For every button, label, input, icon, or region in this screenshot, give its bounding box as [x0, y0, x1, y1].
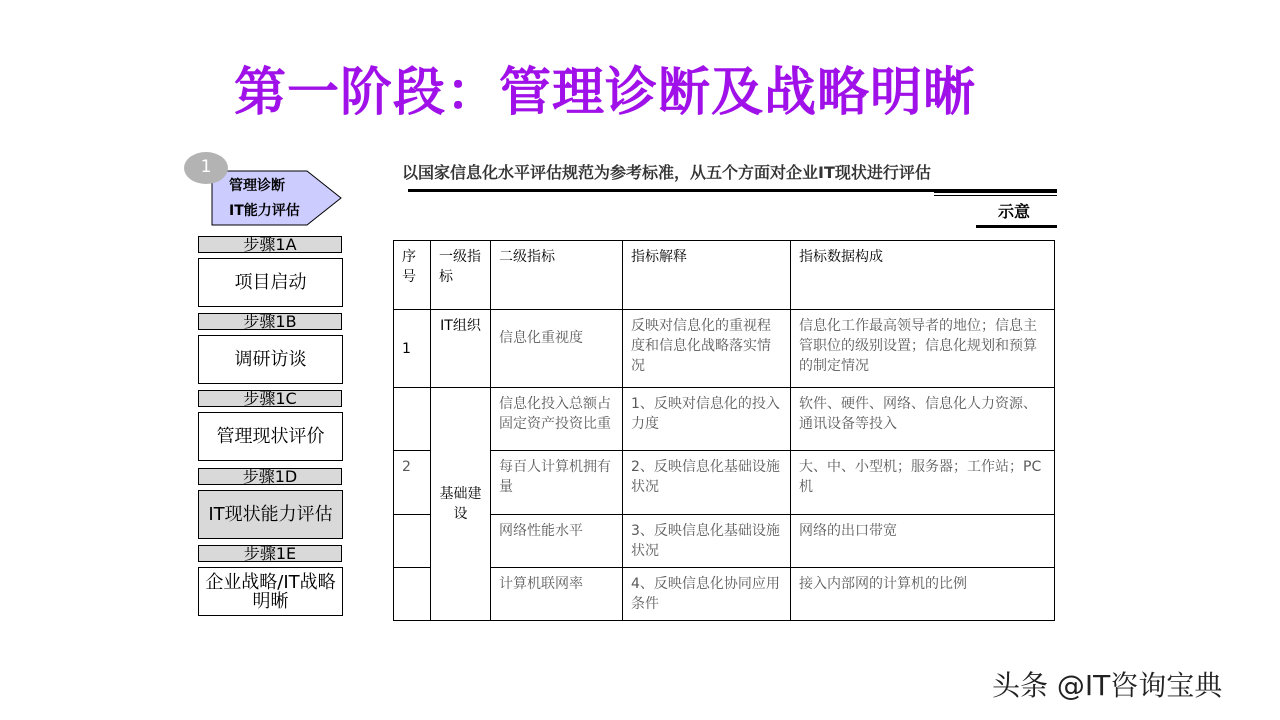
table-cell: 2 [394, 451, 431, 515]
illustration-tag: 示意 [998, 202, 1031, 221]
table-header-row [394, 241, 1055, 310]
table-cell: 1、反映对信息化的投入力度 [623, 388, 791, 451]
table-cell: 网络性能水平 [491, 515, 623, 568]
table-cell [394, 568, 431, 621]
header-cell: 指标数据构成 [791, 241, 1055, 310]
table-cell: 基础建设 [431, 388, 491, 621]
table-row [394, 388, 1055, 451]
table-row [394, 451, 1055, 515]
step-box-1d[interactable]: IT现状能力评估 [198, 490, 343, 539]
table-row [394, 310, 1055, 388]
table-cell [394, 515, 431, 568]
step-label-1c: 步骤1C [198, 390, 342, 407]
table-cell: 4、反映信息化协同应用条件 [623, 568, 791, 621]
header-cell: 一级指标 [431, 241, 491, 310]
table-cell: 每百人计算机拥有量 [491, 451, 623, 515]
stage-arrow-label [229, 174, 300, 224]
stage-number-badge: 1 [184, 152, 228, 184]
table-cell: 信息化工作最高领导者的地位；信息主管职位的级别设置；信息化规划和预算的制定情况 [791, 310, 1055, 388]
table-cell: 3、反映信息化基础设施状况 [623, 515, 791, 568]
step-box-1e[interactable]: 企业战略/IT战略明晰 [198, 567, 343, 616]
table-cell: 信息化投入总额占固定资产投资比重 [491, 388, 623, 451]
divider [976, 225, 1057, 228]
header-cell: 指标解释 [623, 241, 791, 310]
table-cell: 信息化重视度 [491, 310, 623, 388]
table-cell: 反映对信息化的重视程度和信息化战略落实情况 [623, 310, 791, 388]
header-cell: 二级指标 [491, 241, 623, 310]
page-title: 第一阶段：管理诊断及战略明晰 [233, 63, 976, 123]
table-cell: 2、反映信息化基础设施状况 [623, 451, 791, 515]
table-row [394, 515, 1055, 568]
step-label-1e: 步骤1E [198, 545, 342, 562]
divider [934, 189, 1057, 193]
header-cell: 序号 [394, 241, 431, 310]
stage-arrow [211, 170, 343, 226]
step-box-1c[interactable]: 管理现状评价 [198, 412, 343, 461]
divider [408, 189, 934, 192]
table-cell [394, 388, 431, 451]
step-label-1a: 步骤1A [198, 236, 342, 253]
table-cell: 网络的出口带宽 [791, 515, 1055, 568]
table-cell: 接入内部网的计算机的比例 [791, 568, 1055, 621]
table-cell: 大、中、小型机；服务器；工作站；PC机 [791, 451, 1055, 515]
divider [934, 195, 1057, 196]
table-row [394, 568, 1055, 621]
table-cell: 软件、硬件、网络、信息化人力资源、通讯设备等投入 [791, 388, 1055, 451]
section-subtitle: 以国家信息化水平评估规范为参考标准，从五个方面对企业IT现状进行评估 [402, 163, 931, 182]
table-cell: IT组织 [431, 310, 491, 388]
watermark: 头条 @IT咨询宝典 [992, 669, 1223, 702]
stage-line1: 管理诊断 [229, 178, 285, 194]
table-cell: 1 [394, 310, 431, 388]
step-box-1a[interactable]: 项目启动 [198, 258, 343, 307]
stage-line2: IT能力评估 [229, 203, 300, 219]
table-cell: 计算机联网率 [491, 568, 623, 621]
step-label-1d: 步骤1D [198, 468, 342, 485]
step-box-1b[interactable]: 调研访谈 [198, 335, 343, 384]
step-label-1b: 步骤1B [198, 313, 342, 330]
metrics-table [393, 240, 1055, 621]
